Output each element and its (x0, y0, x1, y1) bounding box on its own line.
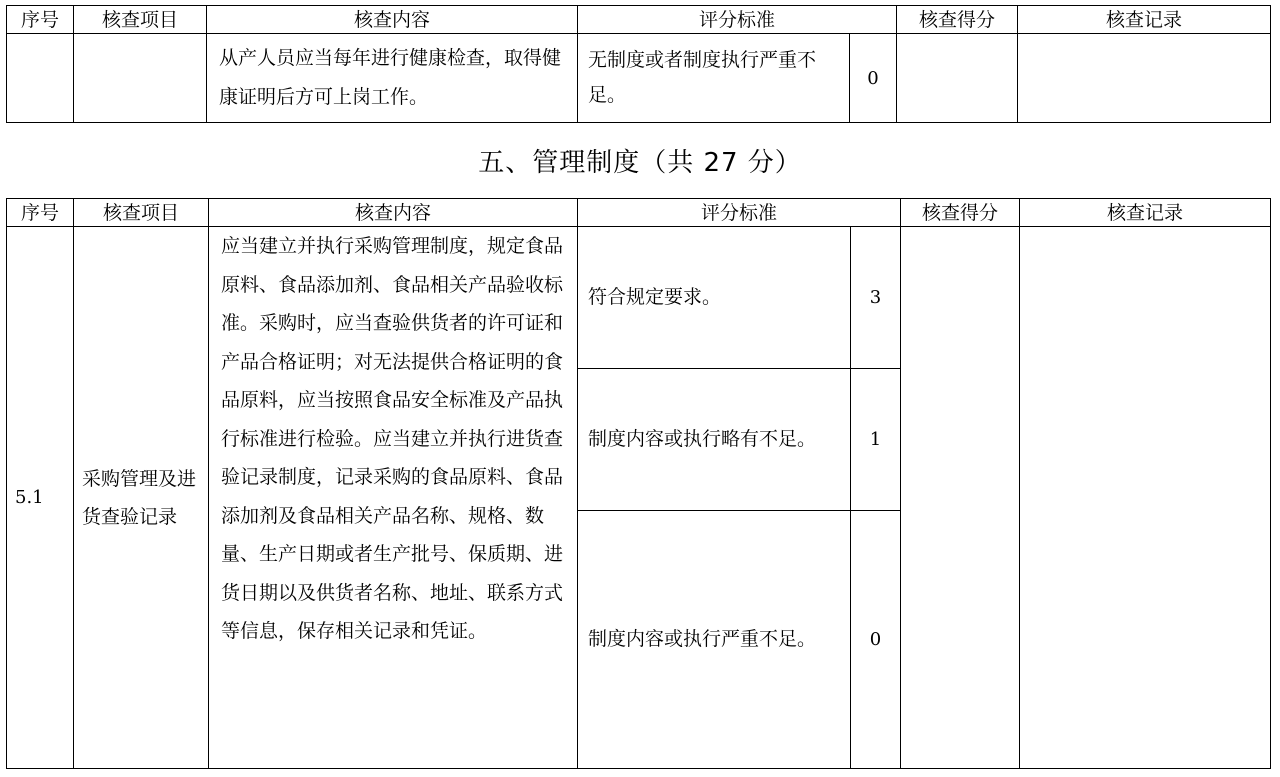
header-record: 核查记录 (1018, 6, 1271, 34)
inspection-table-continued (6, 5, 1271, 123)
points-cell: 1 (851, 369, 901, 511)
standard-cell: 符合规定要求。 (578, 227, 851, 369)
seq-cell: 5.1 (7, 227, 74, 769)
points-cell: 0 (850, 34, 897, 123)
content-cell: 应当建立并执行采购管理制度，规定食品原料、食品添加剂、食品相关产品验收标准。采购时，应当查验供货者的许可证和产品合格证明；对无法提供合格证明的食品原料，应当按照食品安全标准及产品执行标准进行检验。应当建立并执行进货查验记录制度，记录采购的食品原料、食品添加剂及食品相关产品名称、规格、数量、生产日期或者生产批号、保质期、进货日期以及供货者名称、地址、联系方式等信息，保存相关记录和凭证。 (209, 227, 578, 769)
record-cell[interactable] (1020, 227, 1271, 769)
points-cell: 0 (851, 511, 901, 769)
header-seq: 序号 (7, 6, 74, 34)
item-cell (74, 34, 207, 123)
standard-cell: 无制度或者制度执行严重不足。 (578, 34, 850, 123)
standard-cell: 制度内容或执行略有不足。 (578, 369, 851, 511)
seq-cell (7, 34, 74, 123)
header-content: 核查内容 (209, 199, 578, 227)
table-row (7, 34, 1271, 123)
header-item: 核查项目 (74, 6, 207, 34)
record-cell[interactable] (1018, 34, 1271, 123)
header-score: 核查得分 (901, 199, 1020, 227)
header-record: 核查记录 (1020, 199, 1271, 227)
points-cell: 3 (851, 227, 901, 369)
content-cell: 从产人员应当每年进行健康检查，取得健康证明后方可上岗工作。 (207, 34, 578, 123)
item-cell: 采购管理及进货查验记录 (74, 227, 209, 769)
header-score: 核查得分 (897, 6, 1018, 34)
section-title: 五、管理制度（共 27 分） (478, 148, 802, 178)
header-seq: 序号 (7, 199, 74, 227)
header-content: 核查内容 (207, 6, 578, 34)
inspection-table (6, 198, 1271, 769)
header-row (7, 199, 1271, 227)
header-row (7, 6, 1271, 34)
standard-cell: 制度内容或执行严重不足。 (578, 511, 851, 769)
score-cell[interactable] (897, 34, 1018, 123)
table-row (7, 227, 1271, 369)
header-standard: 评分标准 (578, 199, 901, 227)
header-item: 核查项目 (74, 199, 209, 227)
score-cell[interactable] (901, 227, 1020, 769)
header-standard: 评分标准 (578, 6, 897, 34)
